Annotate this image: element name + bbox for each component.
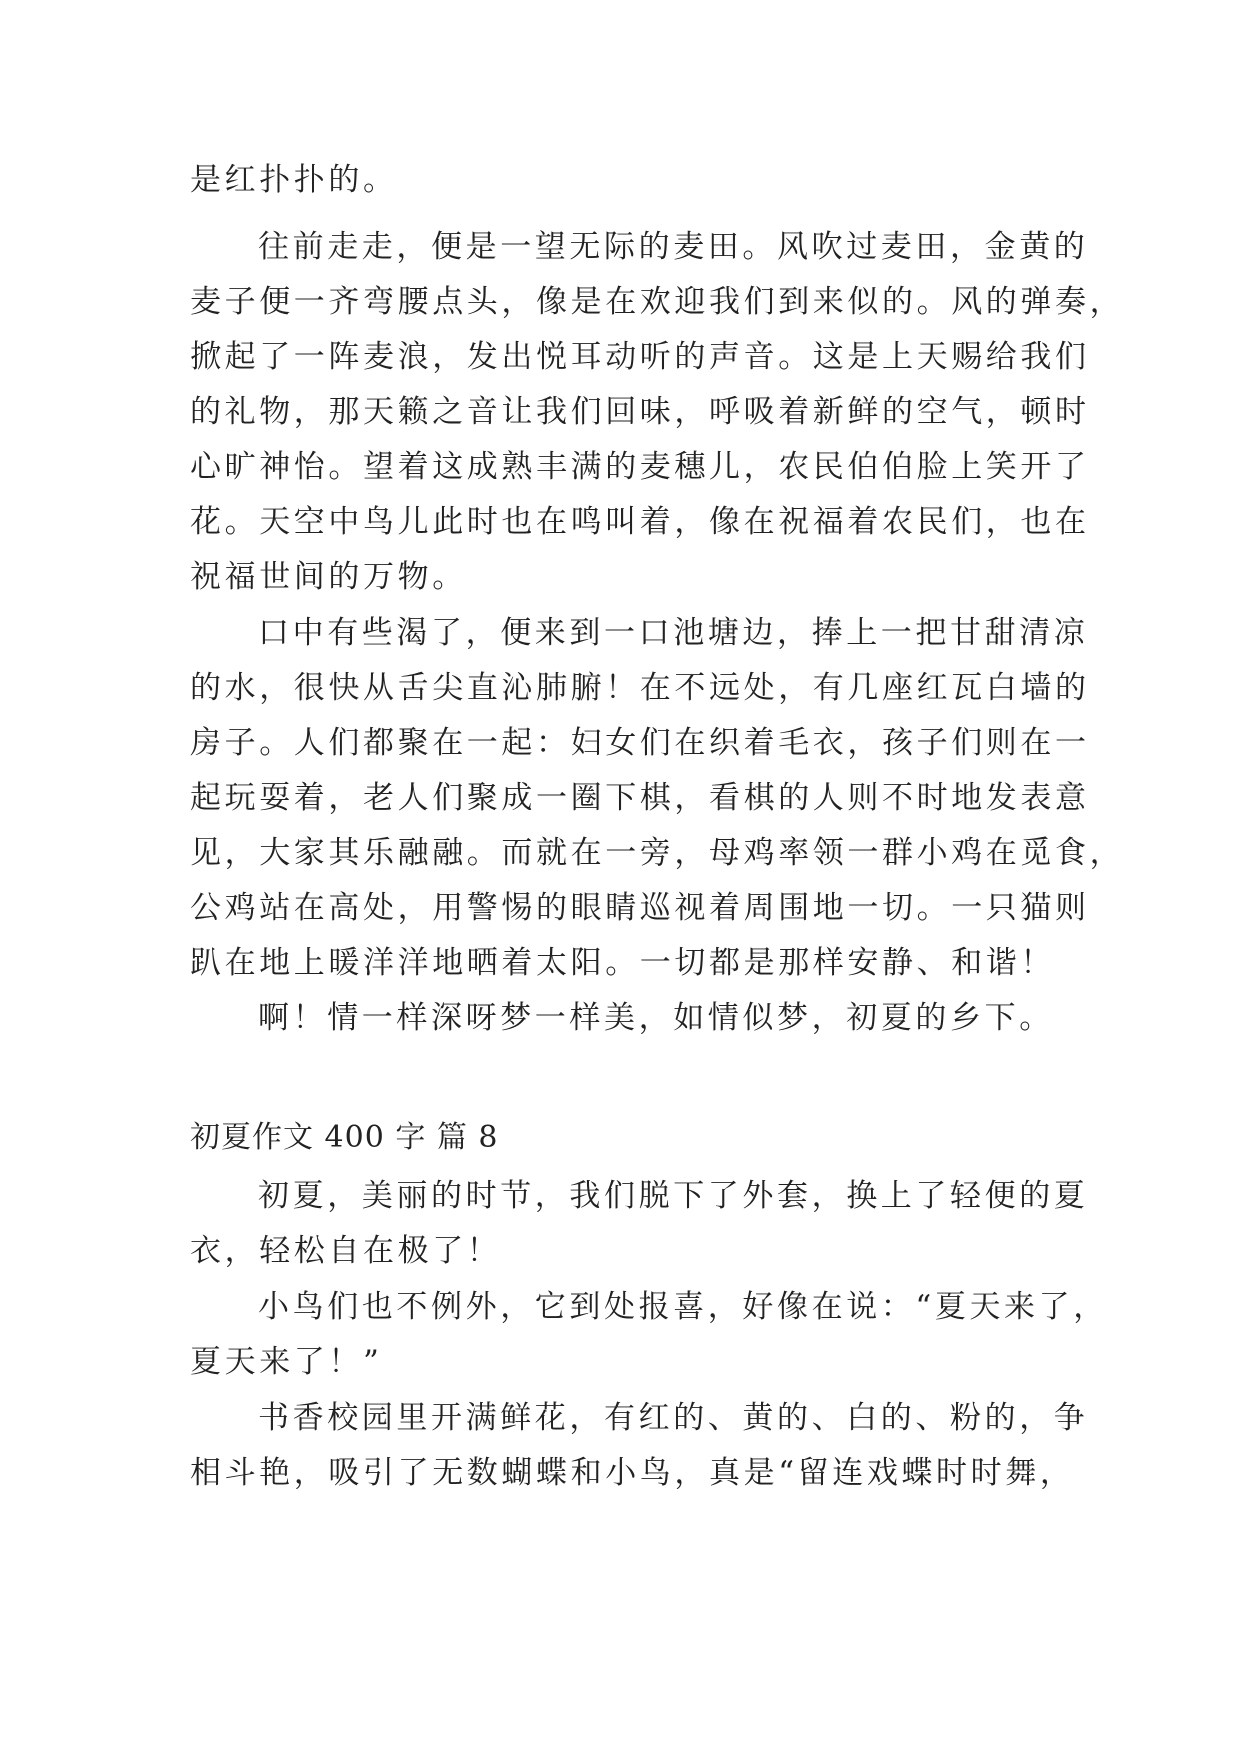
paragraph-line: 初夏，美丽的时节，我们脱下了外套，换上了轻便的夏 [258,1178,1089,1214]
paragraph-line: 啊！情一样深呀梦一样美，如情似梦，初夏的乡下。 [258,1000,1054,1036]
paragraph-line: 公鸡站在高处，用警惕的眼睛巡视着周围地一切。一只猫则 [190,890,1090,926]
paragraph-line: 衣，轻松自在极了！ [190,1233,502,1269]
paragraph-line: 起玩耍着，老人们聚成一圈下棋，看棋的人则不时地发表意 [190,780,1090,816]
paragraph-line: 掀起了一阵麦浪，发出悦耳动听的声音。这是上天赐给我们 [190,339,1090,375]
paragraph-line: 花。天空中鸟儿此时也在鸣叫着，像在祝福着农民们，也在 [190,504,1090,540]
paragraph-line: 口中有些渴了，便来到一口池塘边，捧上一把甘甜清凉 [258,615,1089,651]
section-heading: 初夏作文 400 字 篇 8 [190,1120,499,1155]
paragraph-line: 夏天来了！” [190,1344,383,1380]
paragraph-line: 心旷神怡。望着这成熟丰满的麦穗儿，农民伯伯脸上笑开了 [190,449,1090,485]
paragraph-line: 房子。人们都聚在一起：妇女们在织着毛衣，孩子们则在一 [190,725,1090,761]
paragraph-line: 麦子便一齐弯腰点头，像是在欢迎我们到来似的。风的弹奏， [190,284,1125,320]
paragraph-line: 见，大家其乐融融。而就在一旁，母鸡率领一群小鸡在觅食， [190,835,1125,871]
paragraph-line: 祝福世间的万物。 [190,559,467,595]
paragraph-line: 书香校园里开满鲜花，有红的、黄的、白的、粉的，争 [258,1400,1089,1436]
paragraph-line: 的水，很快从舌尖直沁肺腑！在不远处，有几座红瓦白墙的 [190,670,1090,706]
paragraph-line: 往前走走，便是一望无际的麦田。风吹过麦田，金黄的 [258,229,1089,265]
paragraph-line: 小鸟们也不例外，它到处报喜，好像在说：“夏天来了， [258,1289,1108,1325]
paragraph-line: 是红扑扑的。 [190,162,398,198]
paragraph-line: 相斗艳，吸引了无数蝴蝶和小鸟，真是“留连戏蝶时时舞， [190,1455,1075,1491]
paragraph-line: 趴在地上暖洋洋地晒着太阳。一切都是那样安静、和谐！ [190,945,1055,981]
paragraph-line: 的礼物，那天籁之音让我们回味，呼吸着新鲜的空气，顿时 [190,394,1090,430]
